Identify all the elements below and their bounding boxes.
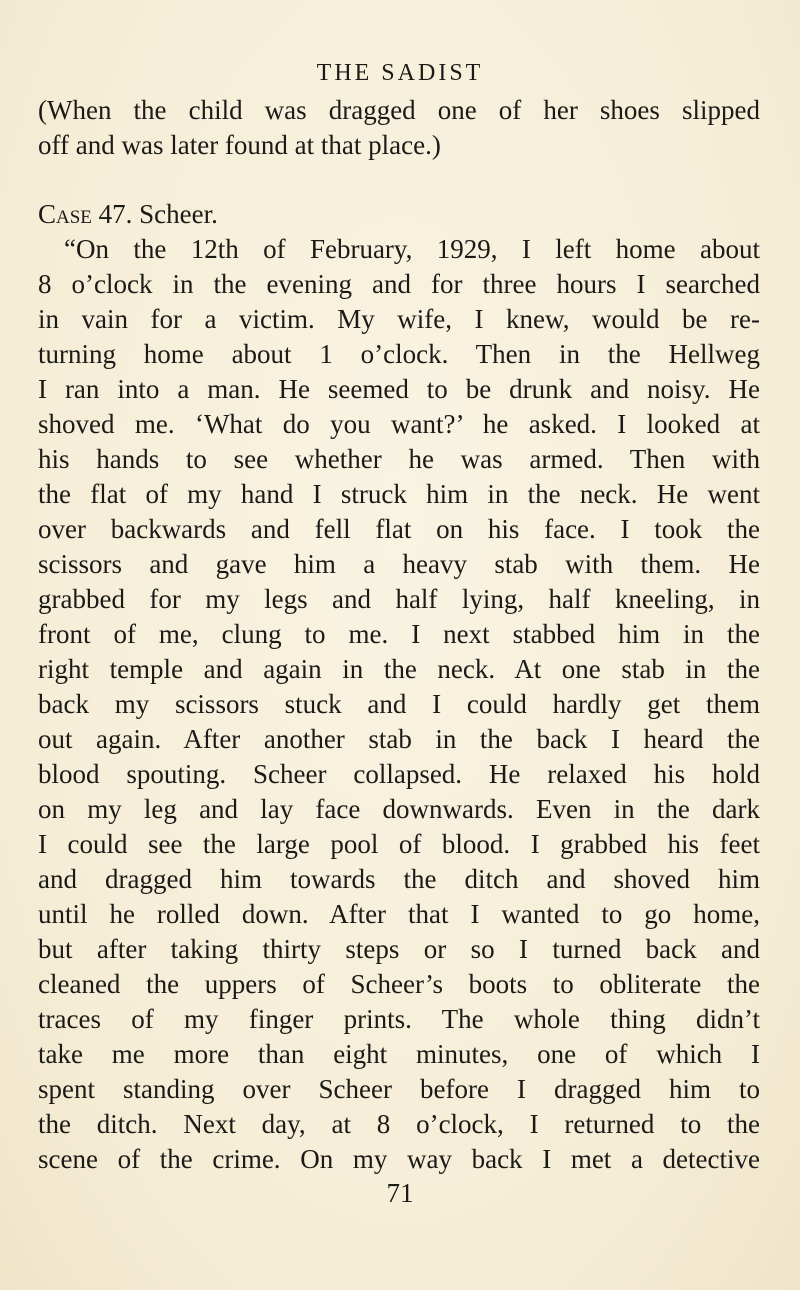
- text-line: spent standing over Scheer before I dragged him to: [38, 1074, 760, 1104]
- text-line: I could see the large pool of blood. I grabbed his feet: [38, 829, 760, 859]
- case-number-name: 47. Scheer.: [91, 199, 218, 229]
- text-line: shoved me. ‘What do you want?’ he asked. I looked at: [38, 409, 760, 439]
- text-line: in vain for a victim. My wife, I knew, would be re-: [38, 304, 760, 334]
- text-line: over backwards and fell flat on his face. I took the: [38, 514, 760, 544]
- body-text: [38, 93, 760, 1177]
- text-line: until he rolled down. After that I wanted to go home,: [38, 899, 760, 929]
- text-line: traces of my finger prints. The whole thing didn’t: [38, 1004, 760, 1034]
- text-line: 8 o’clock in the evening and for three hours I searched: [38, 269, 760, 299]
- text-line: scissors and gave him a heavy stab with them. He: [38, 549, 760, 579]
- text-line: right temple and again in the neck. At one stab in the: [38, 654, 760, 684]
- text-line: front of me, clung to me. I next stabbed him in the: [38, 619, 760, 649]
- text-line: cleaned the uppers of Scheer’s boots to obliterate the: [38, 969, 760, 999]
- text-line: scene of the crime. On my way back I met a detective: [38, 1144, 760, 1174]
- text-line: on my leg and lay face downwards. Even in the dark: [38, 794, 760, 824]
- text-line: his hands to see whether he was armed. Then with: [38, 444, 760, 474]
- text-line: (When the child was dragged one of her shoes slipped: [38, 95, 760, 125]
- text-line: and dragged him towards the ditch and shoved him: [38, 864, 760, 894]
- text-line: take me more than eight minutes, one of which I: [38, 1039, 760, 1069]
- text-line: the ditch. Next day, at 8 o’clock, I returned to the: [38, 1109, 760, 1139]
- text-line: out again. After another stab in the back I heard the: [38, 724, 760, 754]
- page-number: 71: [386, 1178, 414, 1208]
- text-line: the flat of my hand I struck him in the neck. He went: [38, 479, 760, 509]
- running-head: THE SADIST: [316, 60, 484, 86]
- text-line: but after taking thirty steps or so I turned back and: [38, 934, 760, 964]
- case-label: Case: [38, 199, 92, 229]
- text-line: turning home about 1 o’clock. Then in the Hellweg: [38, 339, 760, 369]
- paragraph-gap: [38, 163, 760, 197]
- text-line: off and was later found at that place.): [38, 130, 441, 160]
- case-heading: [38, 197, 760, 232]
- text-line: I ran into a man. He seemed to be drunk and noisy. He: [38, 374, 760, 404]
- text-line: blood spouting. Scheer collapsed. He relaxed his hold: [38, 759, 760, 789]
- text-line: back my scissors stuck and I could hardly get them: [38, 689, 760, 719]
- text-line: “On the 12th of February, 1929, I left home about: [64, 234, 760, 264]
- text-line: grabbed for my legs and half lying, half kneeling, in: [38, 584, 760, 614]
